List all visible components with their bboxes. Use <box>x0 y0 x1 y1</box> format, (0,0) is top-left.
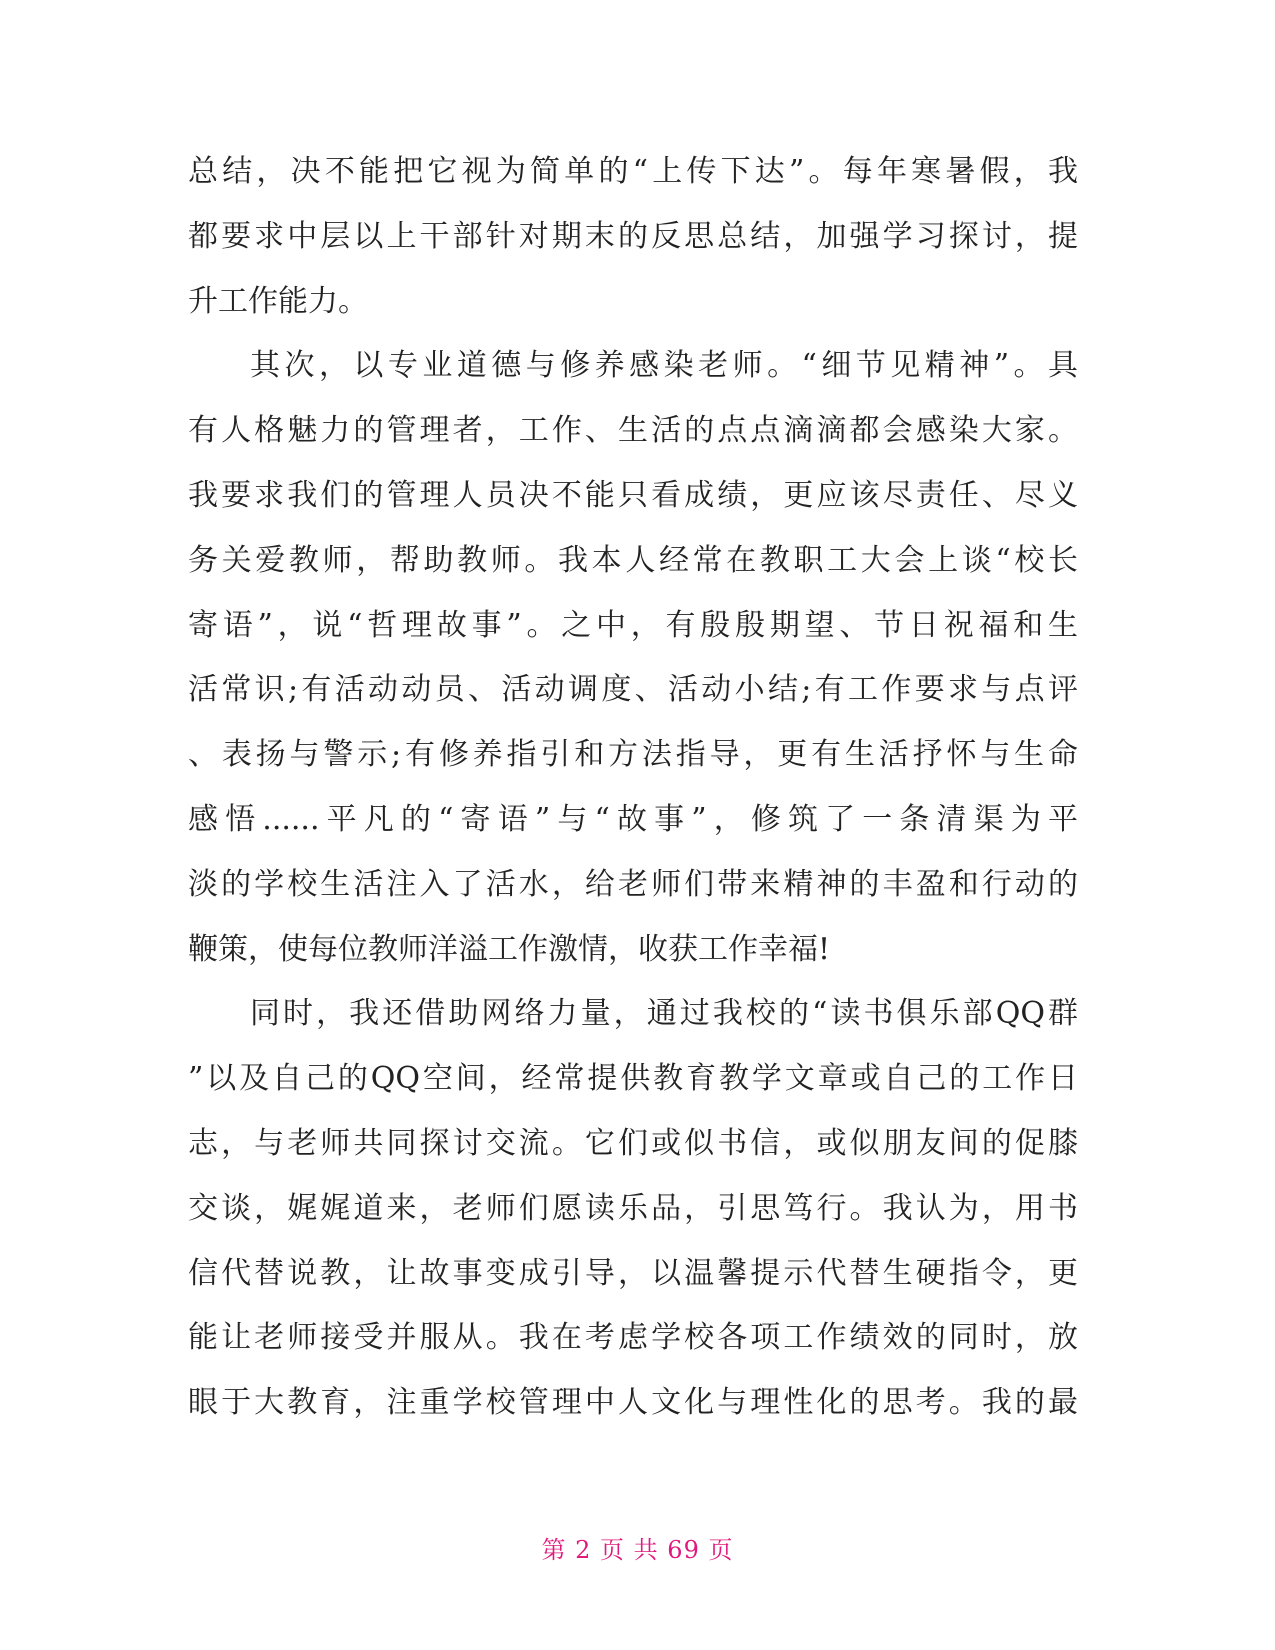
text-line: 活常识;有活动动员、活动调度、活动小结;有工作要求与点评 <box>188 672 1078 708</box>
text-line: 能让老师接受并服从。我在考虑学校各项工作绩效的同时，放 <box>188 1320 1078 1356</box>
text-line: 总结，决不能把它视为简单的“上传下达”。每年寒暑假，我 <box>188 154 1078 189</box>
text-line: 淡的学校生活注入了活水，给老师们带来精神的丰盈和行动的 <box>188 866 1078 902</box>
text-line: 其次，以专业道德与修养感染老师。“细节见精神”。具 <box>250 348 1078 384</box>
text-line: 都要求中层以上干部针对期末的反思总结，加强学习探讨，提 <box>188 218 1078 254</box>
text-line: 升工作能力。 <box>188 283 368 319</box>
text-line: 我要求我们的管理人员决不能只看成绩，更应该尽责任、尽义 <box>188 477 1078 513</box>
document-body <box>188 140 1078 1436</box>
text-line: 信代替说教，让故事变成引导，以温馨提示代替生硬指令，更 <box>188 1255 1078 1291</box>
text-line: 眼于大教育，注重学校管理中人文化与理性化的思考。我的最 <box>188 1385 1078 1421</box>
text-line: 感悟......平凡的“寄语”与“故事”，修筑了一条清渠为平 <box>188 801 1078 837</box>
text-line: ”以及自己的QQ空间，经常提供教育教学文章或自己的工作日 <box>188 1061 1078 1097</box>
text-line: 交谈，娓娓道来，老师们愿读乐品，引思笃行。我认为，用书 <box>188 1190 1078 1226</box>
text-line: 鞭策，使每位教师洋溢工作激情，收获工作幸福! <box>188 931 831 967</box>
text-line: 志，与老师共同探讨交流。它们或似书信，或似朋友间的促膝 <box>188 1125 1078 1161</box>
text-line: 同时，我还借助网络力量，通过我校的“读书俱乐部QQ群 <box>250 996 1078 1032</box>
text-line: 有人格魅力的管理者，工作、生活的点点滴滴都会感染大家。 <box>188 413 1078 449</box>
text-line: 务关爱教师，帮助教师。我本人经常在教职工大会上谈“校长 <box>188 542 1078 578</box>
text-line: 寄语”，说“哲理故事”。之中，有殷殷期望、节日祝福和生 <box>188 607 1078 643</box>
page-number-footer: 第 2 页 共 69 页 <box>541 1536 734 1564</box>
text-line: 、表扬与警示;有修养指引和方法指导，更有生活抒怀与生命 <box>188 737 1078 773</box>
